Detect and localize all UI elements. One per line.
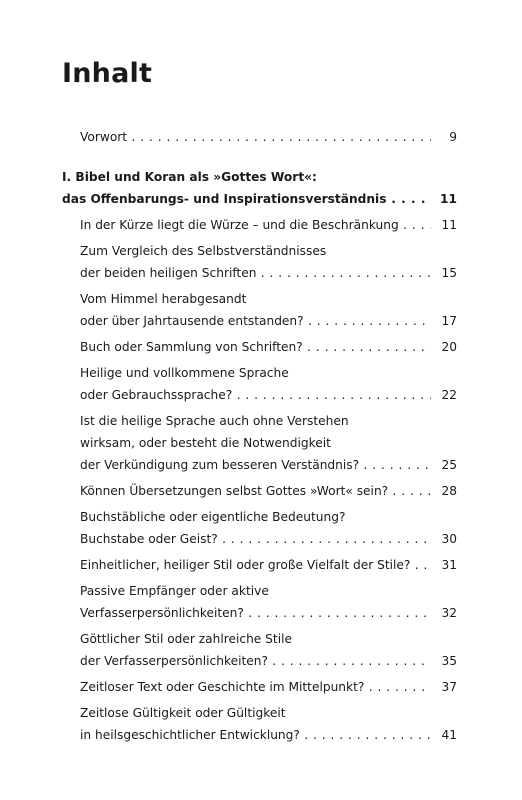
toc-entry-line: Verfasserpersönlichkeiten? . . . xyxy=(80,606,431,620)
toc-page-number: 11 xyxy=(441,218,457,232)
toc-page-number: 41 xyxy=(441,728,457,742)
toc-page-number: 22 xyxy=(441,388,457,402)
toc-entry-title xyxy=(80,214,431,236)
toc-entry-title xyxy=(80,288,431,332)
toc-entry xyxy=(62,506,457,550)
toc-entry-line: wirksam, oder besteht die Notwendigkeit xyxy=(80,436,331,450)
toc-entry xyxy=(62,362,457,406)
toc-entry-title xyxy=(80,410,431,476)
toc-entry xyxy=(62,554,457,576)
toc-entry-line: Zeitlose Gültigkeit oder Gültigkeit xyxy=(80,706,286,720)
toc-entry-title xyxy=(80,480,431,502)
toc-entry-title xyxy=(80,240,431,284)
toc-entry-line: Vorwort . . . xyxy=(80,130,431,144)
toc-entry xyxy=(62,410,457,476)
toc-entry-title xyxy=(80,702,431,746)
toc-entry xyxy=(62,702,457,746)
toc-entry-line: oder Gebrauchssprache? . . . xyxy=(80,388,431,402)
toc-entry-line: der Verfasserpersönlichkeiten? . . . xyxy=(80,654,431,668)
toc-page-number: 17 xyxy=(441,314,457,328)
toc-page-number: 11 xyxy=(440,192,457,206)
toc-entry xyxy=(62,480,457,502)
toc-entry-title xyxy=(80,580,431,624)
toc-entry-line: das Offenbarungs- und Inspirationsverständnis . . . xyxy=(62,192,431,206)
toc-entry-line: Zeitloser Text oder Geschichte im Mittelpunkt? . . . xyxy=(80,680,431,694)
toc-entry-line: Zum Vergleich des Selbstverständnisses xyxy=(80,244,327,258)
toc-page-number: 20 xyxy=(441,340,457,354)
toc-page-number: 30 xyxy=(441,532,457,546)
toc-entry-line: Buchstäbliche oder eigentliche Bedeutung? xyxy=(80,510,346,524)
toc-entry-title xyxy=(80,336,431,358)
toc-page-number: 25 xyxy=(441,458,457,472)
toc-entry-title xyxy=(80,362,431,406)
toc-entry-title xyxy=(80,628,431,672)
toc-entry-line: der Verkündigung zum besseren Verständnis? . . . xyxy=(80,458,431,472)
toc-entry-line: Einheitlicher, heiliger Stil oder große Vielfalt der Stile? . . . xyxy=(80,558,431,572)
table-of-contents xyxy=(62,126,457,746)
toc-page-number: 35 xyxy=(441,654,457,668)
toc-entry xyxy=(62,628,457,672)
toc-entry-line: In der Kürze liegt die Würze – und die Beschränkung . . . xyxy=(80,218,431,232)
toc-entry-line: der beiden heiligen Schriften . . . xyxy=(80,266,431,280)
toc-page-number: 31 xyxy=(441,558,457,572)
toc-entry-line: Passive Empfänger oder aktive xyxy=(80,584,269,598)
toc-entry-line: Buchstabe oder Geist? . . . xyxy=(80,532,431,546)
toc-page-number: 15 xyxy=(441,266,457,280)
toc-entry-line: Können Übersetzungen selbst Gottes »Wort« sein? . . . xyxy=(80,484,431,498)
toc-entry-title xyxy=(62,166,431,210)
toc-entry-line: oder über Jahrtausende entstanden? . . . xyxy=(80,314,431,328)
toc-entry-line: Heilige und vollkommene Sprache xyxy=(80,366,289,380)
toc-page-number: 28 xyxy=(441,484,457,498)
toc-entry-title xyxy=(80,554,431,576)
toc-entry-line: Göttlicher Stil oder zahlreiche Stile xyxy=(80,632,292,646)
toc-entry-line: Vom Himmel herabgesandt xyxy=(80,292,247,306)
toc-entry xyxy=(62,288,457,332)
toc-entry-title xyxy=(80,676,431,698)
page-title: Inhalt xyxy=(62,58,153,89)
toc-entry-line: in heilsgeschichtlicher Entwicklung? . . . xyxy=(80,728,431,742)
toc-page-number: 32 xyxy=(441,606,457,620)
toc-entry-line: Ist die heilige Sprache auch ohne Verstehen xyxy=(80,414,349,428)
toc-entry xyxy=(62,166,457,210)
toc-entry xyxy=(62,336,457,358)
toc-page-number: 37 xyxy=(441,680,457,694)
toc-entry xyxy=(62,214,457,236)
toc-entry xyxy=(62,126,457,148)
toc-entry xyxy=(62,580,457,624)
toc-entry xyxy=(62,240,457,284)
toc-entry-title xyxy=(80,506,431,550)
toc-entry-line: Buch oder Sammlung von Schriften? . . . xyxy=(80,340,431,354)
toc-page-number: 9 xyxy=(449,130,457,144)
toc-entry-title xyxy=(80,126,431,148)
toc-entry-line: I. Bibel und Koran als »Gottes Wort«: xyxy=(62,170,317,184)
toc-entry xyxy=(62,676,457,698)
